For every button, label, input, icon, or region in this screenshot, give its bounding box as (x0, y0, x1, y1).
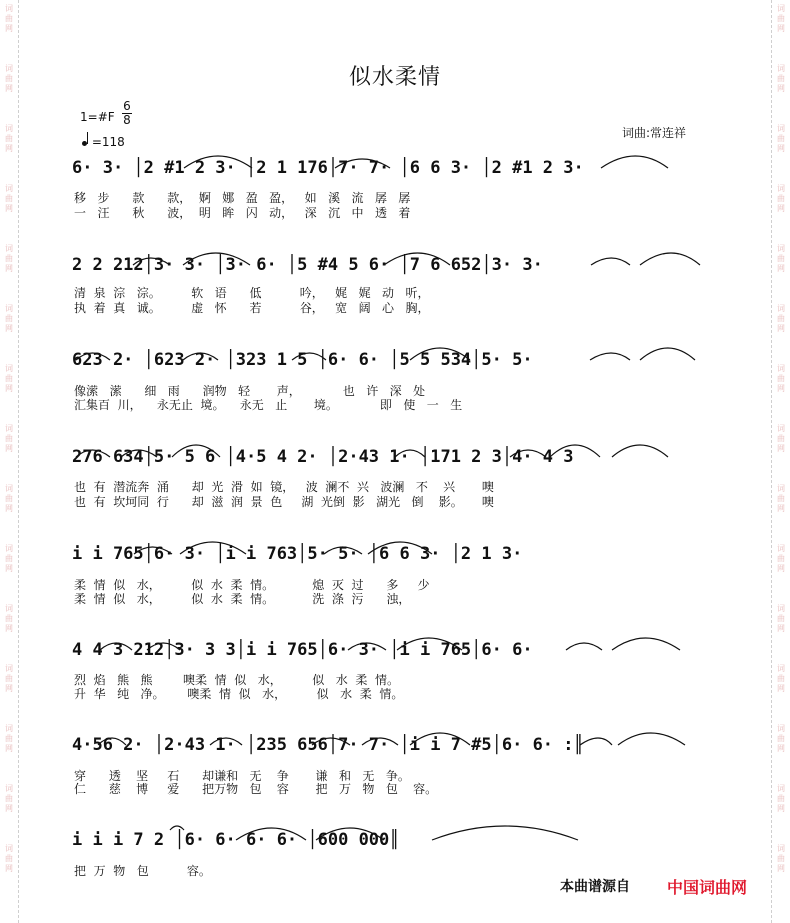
notation-line: 6· 3· │2 #1 2 3· │2 1 176│7· 7· │6 6 3· │2 #1 2 3· (72, 158, 584, 178)
source-label: 本曲谱源自 (560, 879, 630, 895)
watermark-text: 词 曲 网 (777, 244, 785, 273)
watermark-text: 词 曲 网 (5, 484, 13, 513)
site-name-link[interactable]: 中国词曲网 (667, 878, 748, 897)
lyrics-verse-2: 也 有 坎坷同 行 却 滋 润 景 色 湖 光倒 影 湖光 倒 影。 噢 (74, 495, 494, 509)
lyrics-verse-1: 穿 透 坚 石 却谦和 无 争 谦 和 无 争。 (74, 769, 410, 783)
watermark-text: 词 曲 网 (777, 544, 785, 573)
meter-top: 6 (123, 99, 131, 113)
lyrics-verse-1: 烈 焰 熊 熊 噢柔 情 似 水， 似 水 柔 情。 (74, 673, 399, 687)
lyrics-verse-2: 汇集百 川， 永无止 境。 永无 止 境。 即 使 一 生 (74, 398, 463, 412)
notation-line: 2 2 212│3· 3· │3· 6· │5 #4 5 6· │7 6 652│3· 3· (72, 255, 543, 275)
score-row-1 (0, 140, 790, 240)
watermark-text: 词 曲 网 (777, 604, 785, 633)
watermark-text: 词 曲 网 (777, 664, 785, 693)
credit-line: 词曲:常连祥 (622, 126, 687, 140)
lyrics-verse-2: 柔 情 似 水， 似 水 柔 情。 洗 涤 污 浊， (74, 592, 411, 606)
watermark-text: 词 曲 网 (777, 304, 785, 333)
lyrics-verse-1: 移 步 款 款， 婀 娜 盈 盈， 如 溪 流 孱 孱 (74, 191, 411, 205)
score-row-7 (0, 717, 790, 817)
score-row-3 (0, 332, 790, 432)
watermark-text: 词 曲 网 (5, 4, 13, 33)
watermark-text: 词 曲 网 (5, 844, 13, 873)
watermark-text: 词 曲 网 (777, 484, 785, 513)
watermark-text: 词 曲 网 (777, 784, 785, 813)
key-signature: 1=#F (80, 110, 115, 124)
notation-line: i i 765│6· 3· │i i 763│5· 5· │6 6 3· │2 1 3· (72, 544, 523, 564)
watermark-text: 词 曲 网 (777, 364, 785, 393)
notation-line: 4·56 2· │2·43 1· │235 656│7· 7· │i i 7 #5│6· 6· :║ (72, 735, 584, 755)
watermark-text: 词 曲 网 (777, 724, 785, 753)
watermark-text: 词 曲 网 (777, 124, 785, 153)
watermark-text: 词 曲 网 (777, 4, 785, 33)
watermark-text: 词 曲 网 (5, 724, 13, 753)
notation-line: 623 2· │623 2· │323 1 5 │6· 6· │5 5 534│5· 5· (72, 350, 533, 370)
score-row-6 (0, 622, 790, 722)
watermark-text: 词 曲 网 (777, 64, 785, 93)
watermark-text: 词 曲 网 (5, 64, 13, 93)
tempo-value: =118 (91, 135, 125, 149)
watermark-text: 词 曲 网 (5, 364, 13, 393)
watermark-text: 词 曲 网 (777, 844, 785, 873)
lyrics-verse-1: 像潆 潆 细 雨 润物 轻 声， 也 许 深 处 (74, 384, 426, 398)
watermark-text: 词 曲 网 (5, 604, 13, 633)
watermark-text: 词 曲 网 (5, 664, 13, 693)
watermark-text: 词 曲 网 (5, 304, 13, 333)
lyrics-verse-1: 柔 情 似 水， 似 水 柔 情。 熄 灭 过 多 少 (74, 578, 430, 592)
score-row-2 (0, 237, 790, 337)
lyrics-verse-1: 清 泉 淙 淙。 软 语 低 吟， 娓 娓 动 听， (74, 286, 430, 300)
watermark-text: 词 曲 网 (5, 424, 13, 453)
watermark-text: 词 曲 网 (5, 244, 13, 273)
song-title: 似水柔情 (348, 65, 441, 90)
lyrics-verse-2: 一 汪 秋 波， 明 眸 闪 动， 深 沉 中 透 着 (74, 206, 411, 220)
watermark-text: 词 曲 网 (777, 424, 785, 453)
watermark-text: 词 曲 网 (5, 544, 13, 573)
lyrics-verse-2: 仁 慈 博 爱 把万物 包 容 把 万 物 包 容。 (74, 782, 438, 796)
time-signature (122, 100, 132, 127)
score-row-5 (0, 526, 790, 626)
watermark-text: 词 曲 网 (5, 184, 13, 213)
lyrics-verse-1: 也 有 潜流奔 涌 却 光 滑 如 镜， 波 澜不 兴 波澜 不 兴 噢 (74, 480, 494, 494)
score-row-4 (0, 429, 790, 529)
watermark-text: 词 曲 网 (5, 784, 13, 813)
lyrics-verse-2: 执 着 真 诚。 虚 怀 若 谷， 宽 阔 心 胸， (74, 301, 430, 315)
watermark-text: 词 曲 网 (777, 184, 785, 213)
meter-bottom: 8 (123, 113, 131, 127)
lyrics-verse-2: 升 华 纯 净。 噢柔 情 似 水， 似 水 柔 情。 (74, 687, 404, 701)
notation-line: i i i 7 2 │6· 6· 6· 6· │600 000║ (72, 830, 400, 850)
lyrics-verse-1: 把 万 物 包 容。 (74, 864, 211, 878)
notation-line: 4 4 3 212│3· 3 3│i i 765│6· 3· │i i 765│6· 6· (72, 640, 533, 660)
watermark-text: 词 曲 网 (5, 124, 13, 153)
notation-line: 276 634│5· 5 6 │4·5 4 2· │2·43 1· │171 2 3│4· 4 3 (72, 447, 574, 467)
